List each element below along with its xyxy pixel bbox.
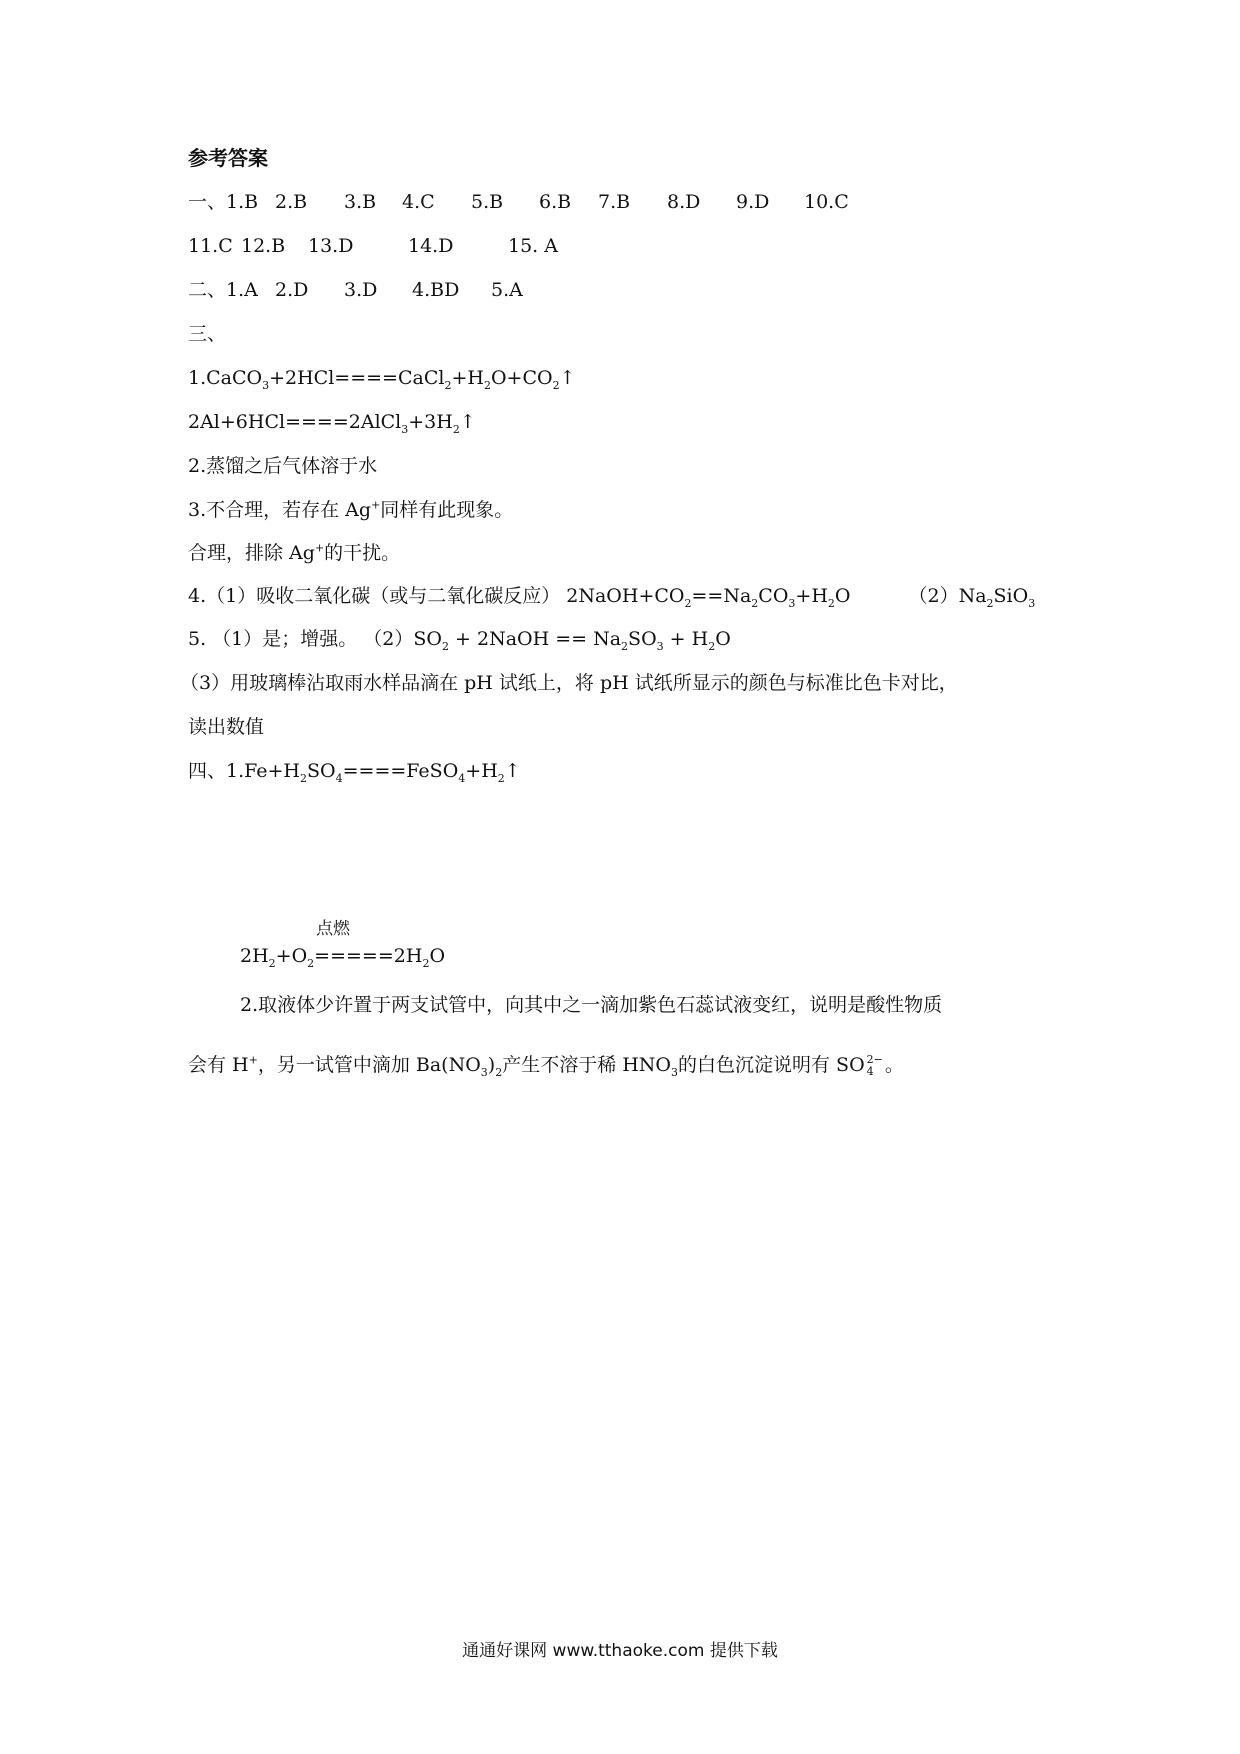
reaction-condition: 点燃 [316,919,350,939]
answer-item: 4.C [402,191,435,213]
section-3-heading: 三、 [188,323,227,345]
answer-item: 14.D [408,235,454,257]
answer-item: 7.B [598,191,631,213]
answer-3-3b: 合理，排除 Ag+的干扰。 [188,541,401,564]
answer-item: 10.C [804,191,849,213]
answer-item: 3.B [344,191,377,213]
equation-h2-o2: $2H_2+O_2=====2H_2O$ [240,945,446,970]
answer-3-3a: 3.不合理，若存在 Ag+同样有此现象。 [188,498,514,521]
answer-item: 3.D [344,279,378,301]
answer-item: 5.A [491,279,523,301]
answer-item: 二、1.A [188,279,258,301]
answer-item: 2.B [275,191,308,213]
answer-3-5a: 5. （1）是；增强。 $(2)SO_2$ + 2NaOH == $Na_2SO_3 + H_2O$ [188,628,731,653]
equation-fe-h2so4: 四、$1.Fe+H_2SO_4====FeSO_4+H_2↑$ [188,760,521,785]
answer-3-2: 2.蒸馏之后气体溶于水 [188,455,378,477]
answer-item: 9.D [736,191,770,213]
answer-item: 12.B [241,235,286,257]
equation-caco3-hcl: $1.CaCO_3+2HCl====CaCl_2+H_2O+CO_2↑$ [188,367,576,392]
answer-item: 15. A [508,235,558,257]
answer-4-2a: 2.取液体少许置于两支试管中，向其中之一滴加紫色石蕊试液变红，说明是酸性物质 [240,994,943,1016]
answer-item: 6.B [539,191,572,213]
equation-al-hcl: $2Al+6HCl====2AlCl_3+3H_2↑$ [188,411,476,436]
answer-item: 2.D [275,279,309,301]
answer-item: 一、1.B [188,191,259,213]
answer-item: 13.D [308,235,354,257]
footer-source: 通通好课网 www.tthaoke.com 提供下载 [462,1641,778,1661]
answer-3-5c: 读出数值 [188,716,265,738]
answer-3-4: 4.（1）吸收二氧化碳（或与二氧化碳反应） $2NaOH+CO_2==Na_2CO_3+H_2O$ $(2)Na_2SiO_3$ [188,585,1036,610]
answer-4-2b: 会有 H+，另一试管中滴加 $Ba(NO_3)_2$产生不溶于稀 $HNO_3$的白色沉淀说明有 SO 2− 4 。 [188,1053,904,1079]
answer-item: 8.D [667,191,701,213]
answers-section-1-row-2 [188,234,988,258]
answer-item: 11.C [188,235,233,257]
answer-3-5b: （3）用玻璃棒沾取雨水样品滴在 pH 试纸上，将 pH 试纸所显示的颜色与标准比色卡对比， [180,672,958,694]
answers-section-2 [188,278,988,302]
answer-item: 5.B [471,191,504,213]
answers-section-1-row-1 [188,190,988,214]
page-title: 参考答案 [188,146,268,170]
answer-item: 4.BD [412,279,460,301]
